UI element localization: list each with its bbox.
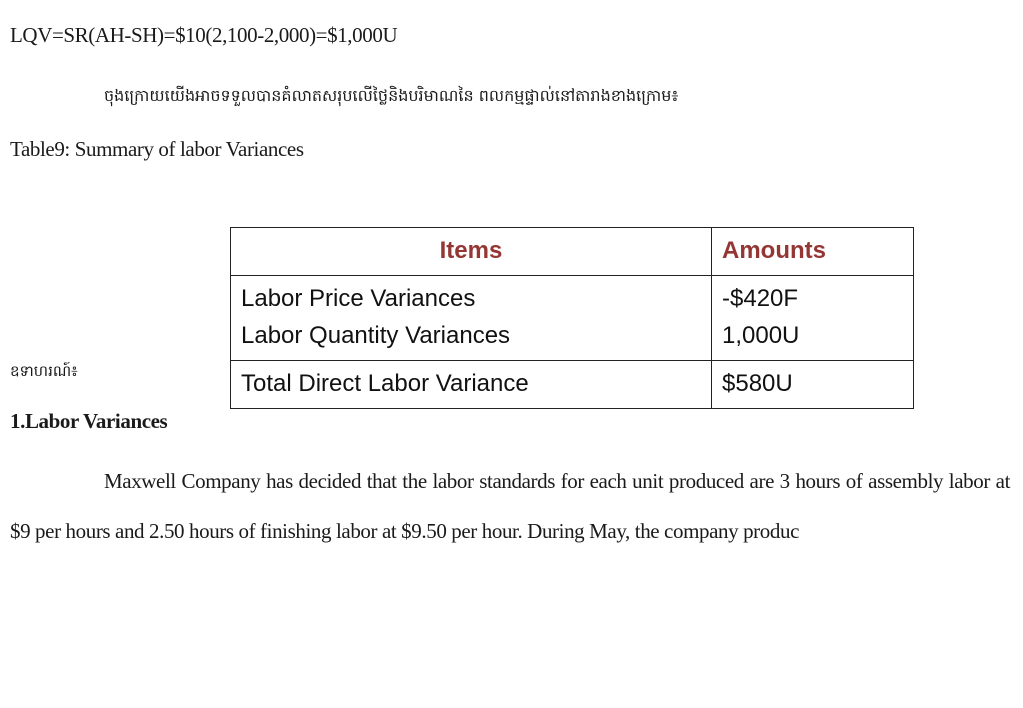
header-items: Items bbox=[231, 228, 712, 276]
table-cell-amounts bbox=[712, 276, 914, 361]
table-caption: Table9: Summary of labor Variances bbox=[10, 137, 304, 161]
section-heading: 1.Labor Variances bbox=[10, 409, 168, 433]
table-row bbox=[231, 361, 914, 409]
khmer-intro-text: ចុងក្រោយយើងអាចទទួលបានគំលាតសរុបលើថ្លៃនិងបរិមាណនៃ ពលកម្មផ្ទាល់នៅតារាងខាងក្រោម៖ bbox=[104, 86, 679, 105]
amount-value: -$420F bbox=[722, 285, 799, 312]
formula-line: LQV=SR(AH-SH)=$10(2,100-2,000)=$1,000U bbox=[10, 23, 398, 47]
table-cell-items bbox=[231, 361, 712, 409]
amount-value: 1,000U bbox=[722, 322, 800, 349]
body-paragraph: Maxwell Company has decided that the labor standards for each unit produced are 3 hours of assembly labor at $9 per hours and 2.50 hours of finishing labor at $9.50 per hour. During May, the company produc bbox=[10, 469, 1010, 543]
table-row bbox=[231, 276, 914, 361]
item-label: Total Direct Labor Variance bbox=[241, 370, 529, 397]
amount-value: $580U bbox=[722, 370, 793, 397]
table-cell-items bbox=[231, 276, 712, 361]
khmer-example-label: ឧទាហរណ៍៖ bbox=[10, 362, 78, 380]
table-header-row bbox=[231, 228, 914, 276]
table-cell-amounts bbox=[712, 361, 914, 409]
labor-variance-summary-table bbox=[230, 227, 914, 409]
item-label: Labor Quantity Variances bbox=[241, 322, 511, 349]
item-label: Labor Price Variances bbox=[241, 285, 476, 312]
header-amounts: Amounts bbox=[712, 228, 914, 276]
